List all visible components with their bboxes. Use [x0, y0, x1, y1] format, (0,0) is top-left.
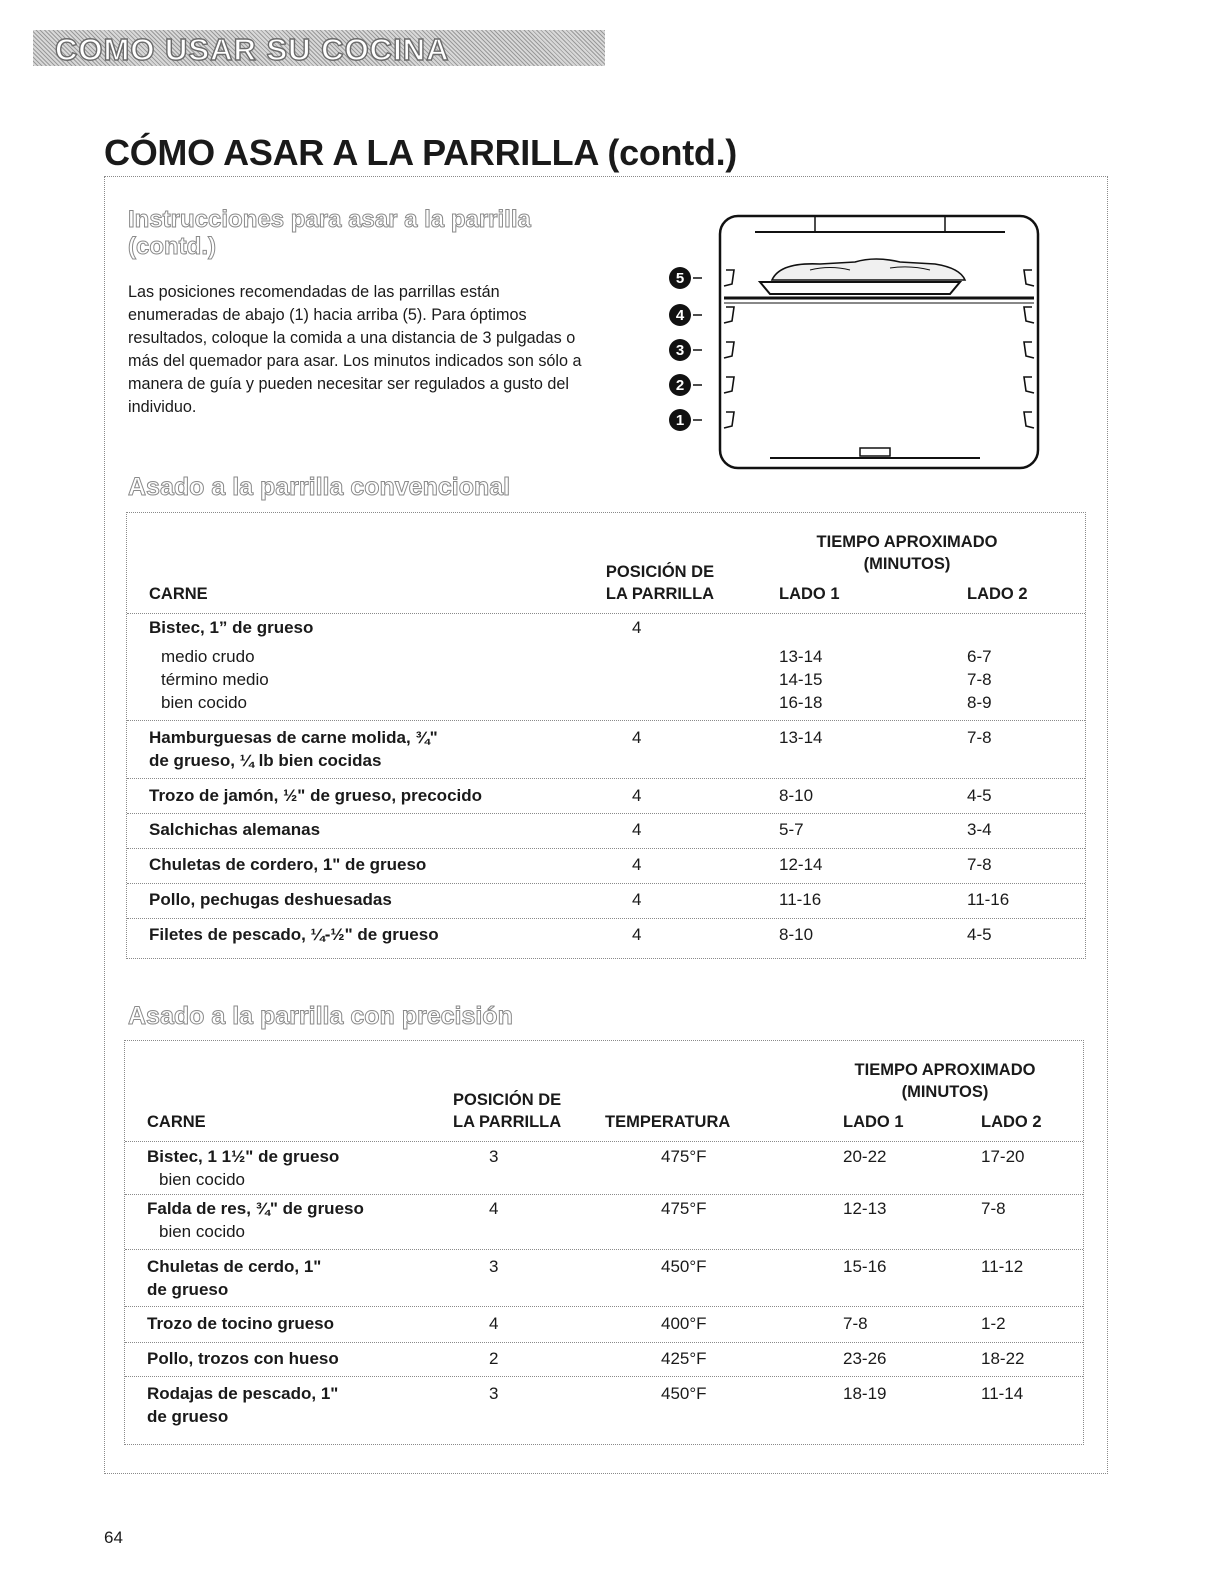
col-posicion-header [585, 561, 735, 605]
row-l1: 8-10 [779, 925, 814, 944]
row-temp: 475°F [661, 1199, 707, 1218]
row-l2: 4-5 [967, 925, 992, 944]
table-row: Trozo de tocino grueso [147, 1314, 335, 1333]
sub-row-l2: 7-8 [967, 670, 992, 689]
page-title: CÓMO ASAR A LA PARRILLA (contd.) [104, 132, 737, 173]
table-row: Bistec, 1” de grueso [149, 618, 314, 637]
row-l1: 12-14 [779, 855, 823, 874]
rack-position-2: 2 [675, 377, 685, 394]
col-tiempo-header [815, 1059, 1075, 1103]
col-tiempo-header [767, 531, 1047, 575]
row-pos: 4 [632, 618, 642, 637]
row-l2: 11-12 [981, 1257, 1024, 1276]
sub-row-l1: 13-14 [779, 647, 823, 666]
col-lado1-header: LADO 1 [779, 585, 840, 603]
row-temp: 450°F [661, 1384, 707, 1403]
table-row: Bistec, 1 1½" de grueso [147, 1147, 340, 1166]
instructions-heading-line1: Instrucciones para asar a la parrilla [128, 206, 531, 233]
row-l2: 7-8 [967, 855, 992, 874]
row-pos: 4 [489, 1314, 499, 1333]
broiler-pan [760, 259, 965, 294]
table-row: Pollo, trozos con hueso [147, 1349, 339, 1368]
posicion-line1: POSICIÓN DE [605, 563, 715, 581]
row-l2: 17-20 [981, 1147, 1025, 1166]
row-l2: 7-8 [967, 728, 992, 747]
table-row-line2: de grueso [147, 1407, 229, 1426]
precision-heading: Asado a la parrilla con precisión [128, 1002, 513, 1030]
table-row: Filetes de pescado, ¼-½" de grueso [149, 925, 439, 944]
oven-rack-diagram [660, 210, 1050, 475]
tiempo-line2: (MINUTOS) [863, 555, 951, 573]
row-pos: 4 [489, 1199, 499, 1218]
sub-row-l1: 16-18 [779, 693, 823, 712]
sub-row-name: medio crudo [161, 647, 255, 666]
row-l1: 8-10 [779, 786, 814, 805]
col-carne-header: CARNE [149, 585, 208, 603]
table-row: Salchichas alemanas [149, 820, 321, 839]
row-pos: 3 [489, 1384, 499, 1403]
row-pos: 4 [632, 728, 642, 747]
row-l2: 18-22 [981, 1349, 1025, 1368]
row-pos: 4 [632, 855, 642, 874]
rack-position-markers [669, 267, 702, 431]
table-row: Chuletas de cordero, 1" de grueso [149, 855, 427, 874]
posicion-line2: LA PARRILLA [453, 1113, 562, 1131]
table-row-line2: de grueso, ¼ lb bien cocidas [149, 751, 382, 770]
sub-row-l1: 14-15 [779, 670, 823, 689]
col-posicion-header [453, 1089, 561, 1133]
oven-cavity [720, 216, 1038, 468]
row-l2: 11-14 [981, 1384, 1024, 1403]
rack-position-4: 4 [675, 307, 685, 324]
row-pos: 4 [632, 786, 642, 805]
col-carne-header: CARNE [147, 1113, 206, 1131]
tiempo-line1: TIEMPO APROXIMADO [854, 1061, 1036, 1079]
col-lado1-header: LADO 1 [843, 1113, 904, 1131]
table-row-line2: de grueso [147, 1280, 229, 1299]
table-row: Chuletas de cerdo, 1" [147, 1257, 322, 1276]
row-pos: 3 [489, 1147, 499, 1166]
section-banner [33, 30, 605, 66]
conventional-table [126, 512, 1086, 959]
rack-position-5: 5 [675, 270, 685, 287]
row-l1: 15-16 [843, 1257, 887, 1276]
row-l1: 23-26 [843, 1349, 887, 1368]
table-row: Trozo de jamón, ½" de grueso, precocido [149, 786, 483, 805]
banner-text: COMO USAR SU COCINA [55, 32, 450, 67]
row-pos: 4 [632, 820, 642, 839]
row-pos: 2 [489, 1349, 499, 1368]
instructions-heading [128, 206, 531, 260]
row-pos: 4 [632, 890, 642, 909]
sub-row-l2: 8-9 [967, 693, 992, 712]
row-l1: 20-22 [843, 1147, 887, 1166]
instructions-heading-line2: (contd.) [128, 233, 216, 260]
col-lado2-header: LADO 2 [981, 1113, 1042, 1131]
row-temp: 400°F [661, 1314, 707, 1333]
row-temp: 450°F [661, 1257, 707, 1276]
col-lado2-header: LADO 2 [967, 585, 1028, 603]
row-l1: 12-13 [843, 1199, 887, 1218]
row-note: bien cocido [159, 1222, 246, 1241]
row-pos: 3 [489, 1257, 499, 1276]
row-l2: 7-8 [981, 1199, 1006, 1218]
row-l1: 13-14 [779, 728, 823, 747]
conventional-heading: Asado a la parrilla convencional [128, 473, 511, 501]
instructions-text: Las posiciones recomendadas de las parrillas están enumeradas de abajo (1) hacia arriba (5). Para óptimos resultados, coloque la comida a una distancia de 3 pulgadas o más del quemador para asar. Los minutos indicados son sólo a manera de guía y pueden necesitar ser regulados a gusto del individuo. [128, 283, 582, 416]
precision-table [124, 1040, 1084, 1445]
row-l2: 4-5 [967, 786, 992, 805]
table-row: Falda de res, ¾" de grueso [147, 1199, 364, 1218]
row-l1: 7-8 [843, 1314, 868, 1333]
posicion-line1: POSICIÓN DE [453, 1091, 562, 1109]
table-row: Hamburguesas de carne molida, ¾" [149, 728, 438, 747]
row-l1: 18-19 [843, 1384, 887, 1403]
col-temperatura-header: TEMPERATURA [605, 1113, 731, 1131]
tiempo-line2: (MINUTOS) [901, 1083, 989, 1101]
row-l1: 11-16 [779, 890, 822, 909]
sub-row-l2: 6-7 [967, 647, 992, 666]
rack-position-3: 3 [675, 342, 685, 359]
table-row: Rodajas de pescado, 1" [147, 1384, 339, 1403]
row-l2: 11-16 [967, 890, 1010, 909]
row-l2: 1-2 [981, 1314, 1006, 1333]
row-l1: 5-7 [779, 820, 804, 839]
row-l2: 3-4 [967, 820, 992, 839]
rack-position-1: 1 [675, 412, 685, 429]
table-row: Pollo, pechugas deshuesadas [149, 890, 392, 909]
page-number: 64 [104, 1528, 123, 1547]
row-pos: 4 [632, 925, 642, 944]
row-temp: 475°F [661, 1147, 707, 1166]
row-temp: 425°F [661, 1349, 707, 1368]
sub-row-name: término medio [161, 670, 269, 689]
posicion-line2: LA PARRILLA [605, 585, 715, 603]
sub-row-name: bien cocido [161, 693, 248, 712]
tiempo-line1: TIEMPO APROXIMADO [816, 533, 998, 551]
row-note: bien cocido [159, 1170, 246, 1189]
